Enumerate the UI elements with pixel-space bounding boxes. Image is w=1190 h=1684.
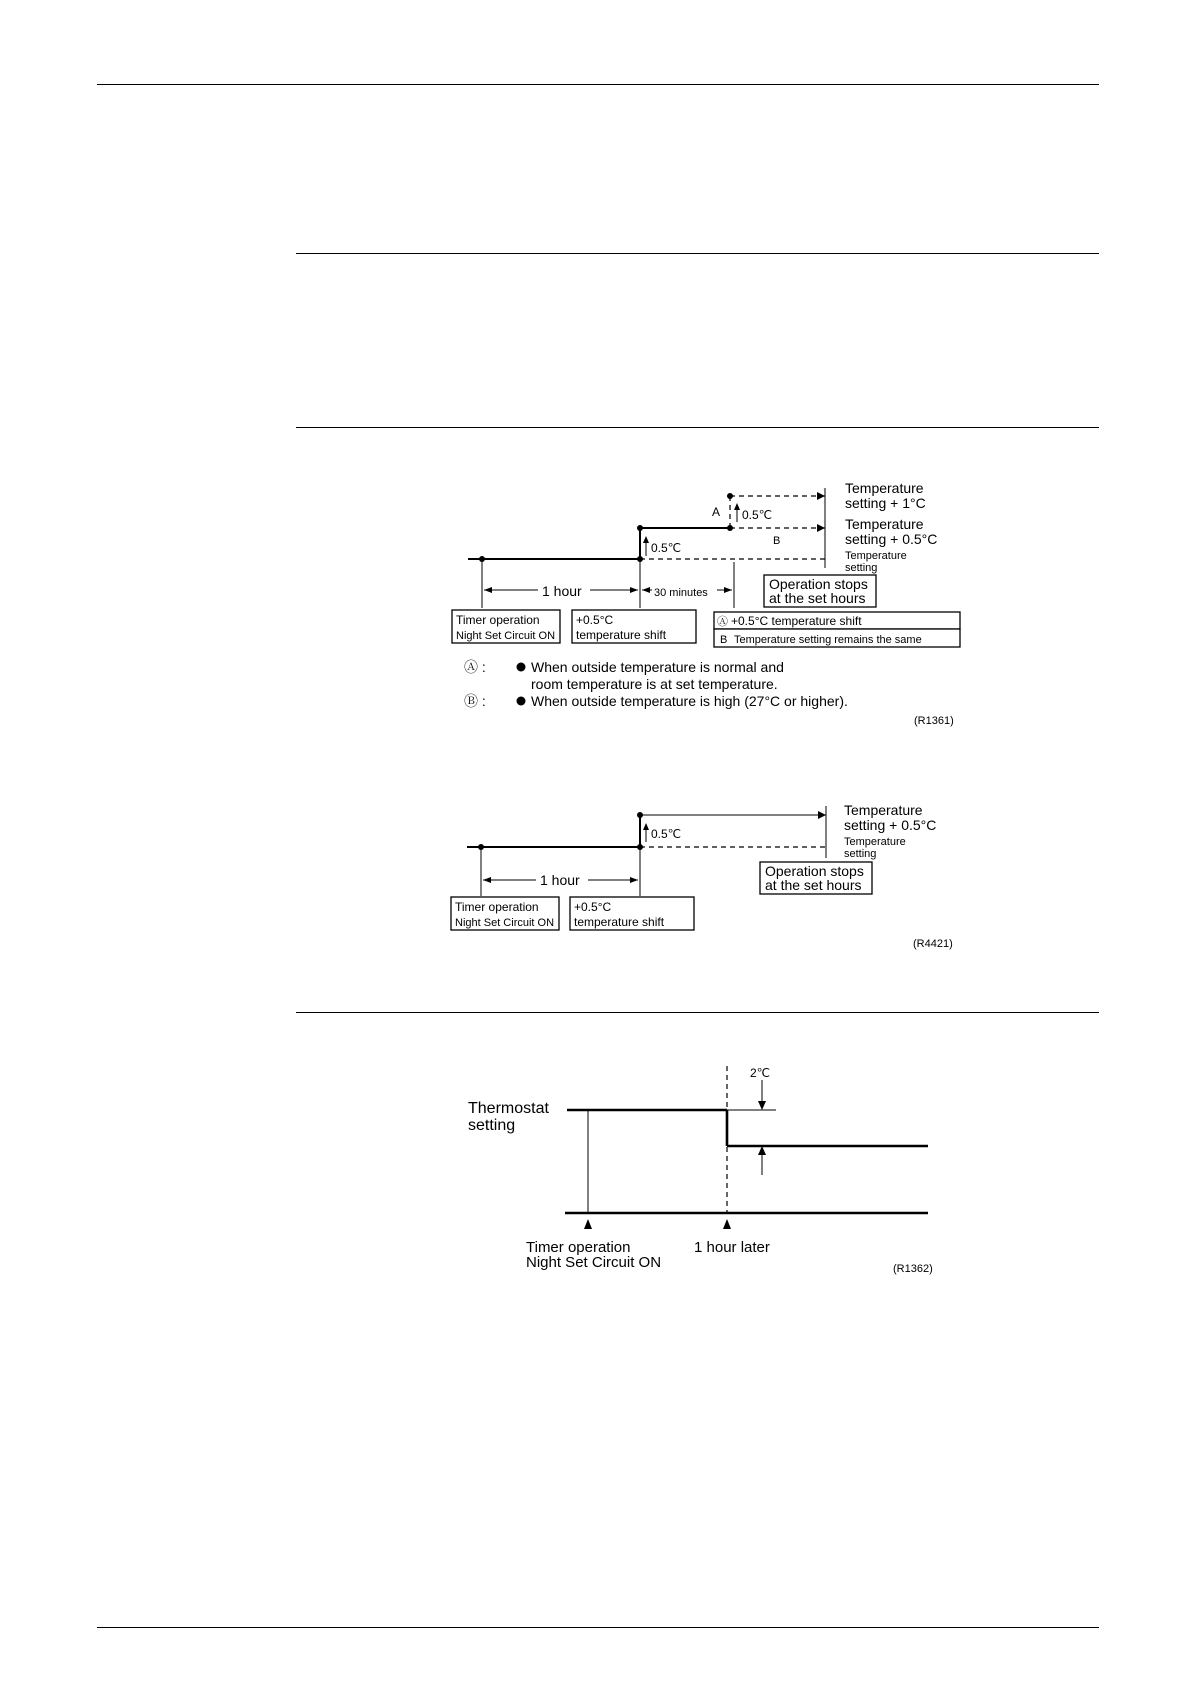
label-timer-3-line1: Timer operation bbox=[526, 1239, 631, 1256]
label-timer-3-line2: Night Set Circuit ON bbox=[526, 1254, 662, 1271]
box-shift-line2: temperature shift bbox=[576, 628, 667, 642]
label-temp-plus-05-2-line1: Temperature bbox=[844, 802, 923, 818]
note-a-marker: Ⓐ : bbox=[464, 659, 486, 675]
box-stops-2-line2: at the set hours bbox=[765, 877, 862, 893]
box-stops-line2: at the set hours bbox=[769, 590, 866, 606]
label-thermostat-line2: setting bbox=[468, 1117, 516, 1134]
note-b-text: When outside temperature is high (27°C or higher). bbox=[531, 693, 848, 709]
label-30-minutes: 30 minutes bbox=[654, 587, 708, 599]
box-shift-line1: +0.5°C bbox=[576, 613, 614, 627]
diagram-heating-night-set bbox=[451, 802, 953, 950]
label-shift-first: 0.5℃ bbox=[651, 541, 682, 555]
box-b-same-text: Temperature setting remains the same bbox=[734, 634, 922, 646]
label-b-marker: B bbox=[773, 535, 781, 547]
label-temp-plus-05-line2: setting + 0.5°C bbox=[845, 531, 938, 547]
box-timer-line2: Night Set Circuit ON bbox=[456, 630, 556, 642]
label-one-hour-2: 1 hour bbox=[540, 872, 580, 888]
box-timer-2-line2: Night Set Circuit ON bbox=[455, 917, 555, 929]
note-b-marker: Ⓑ : bbox=[464, 693, 486, 709]
box-stops-2-line1: Operation stops bbox=[765, 863, 864, 879]
shift-dot-4 bbox=[727, 493, 733, 499]
label-shift-a: 0.5℃ bbox=[742, 508, 773, 522]
bullet-b bbox=[517, 697, 526, 706]
shift-dot-2 bbox=[637, 525, 643, 531]
label-temp-setting-line1: Temperature bbox=[845, 550, 907, 562]
label-1hour-later: 1 hour later bbox=[694, 1239, 770, 1256]
label-one-hour: 1 hour bbox=[542, 583, 582, 599]
label-thermostat-line1: Thermostat bbox=[468, 1100, 549, 1117]
timer-marker bbox=[584, 1219, 592, 1229]
label-shift-2: 0.5℃ bbox=[651, 827, 682, 841]
box-shift-2-line1: +0.5°C bbox=[574, 900, 612, 914]
box-timer-2-line1: Timer operation bbox=[455, 900, 539, 914]
note-a-line1: When outside temperature is normal and bbox=[531, 659, 784, 675]
note-a-line2: room temperature is at set temperature. bbox=[531, 676, 778, 692]
label-2c: 2℃ bbox=[750, 1066, 771, 1080]
box-timer-line1: Timer operation bbox=[456, 613, 540, 627]
box-a-shift-text: +0.5°C temperature shift bbox=[731, 614, 862, 628]
ref-r1362: (R1362) bbox=[893, 1263, 933, 1275]
label-temp-plus-05-2-line2: setting + 0.5°C bbox=[844, 817, 937, 833]
svg-text:B: B bbox=[720, 634, 728, 646]
ref-r1361: (R1361) bbox=[914, 715, 954, 727]
box-stops-line1: Operation stops bbox=[769, 576, 868, 592]
ref-r4421: (R4421) bbox=[913, 938, 953, 950]
box-shift-2-line2: temperature shift bbox=[574, 915, 665, 929]
label-temp-setting-line2: setting bbox=[845, 562, 878, 574]
label-temp-setting-2-line2: setting bbox=[844, 848, 877, 860]
svg-text:Ⓐ: Ⓐ bbox=[717, 616, 728, 628]
label-temp-setting-2-line1: Temperature bbox=[844, 836, 906, 848]
label-temp-plus-05-line1: Temperature bbox=[845, 516, 924, 532]
label-temp-plus-1-line2: setting + 1°C bbox=[845, 495, 926, 511]
label-a-marker: A bbox=[712, 505, 721, 519]
diagram-thermostat-shift bbox=[468, 1066, 933, 1275]
label-temp-plus-1-line1: Temperature bbox=[845, 480, 924, 496]
bullet-a bbox=[517, 663, 526, 672]
diagram-cooling-night-set bbox=[452, 480, 960, 727]
shift-dot-3 bbox=[727, 525, 733, 531]
one-hour-marker bbox=[723, 1219, 731, 1229]
